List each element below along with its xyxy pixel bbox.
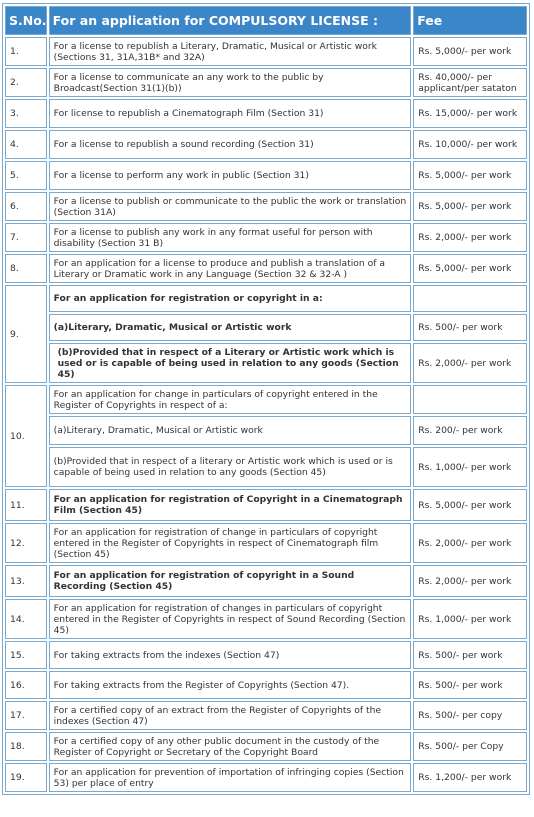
table-row — [5, 285, 527, 312]
row-fee-empty — [413, 385, 527, 414]
row-description: For license to republish a Cinematograph Film (Section 31) — [49, 99, 412, 128]
row-sno: 3. — [5, 99, 47, 128]
row-description: (a)Literary, Dramatic, Musical or Artistic work — [49, 314, 412, 341]
row-sno: 8. — [5, 254, 47, 283]
table-row — [5, 192, 527, 221]
row-fee: Rs. 40,000/- per applicant/per sataton — [413, 68, 527, 97]
row-sno: 11. — [5, 489, 47, 521]
row-sno: 12. — [5, 523, 47, 563]
row-sno: 10. — [5, 385, 47, 487]
row-fee-empty — [413, 285, 527, 312]
table-row — [5, 565, 527, 597]
row-fee: Rs. 500/- per copy — [413, 701, 527, 730]
header-description: For an application for COMPULSORY LICENSE : — [49, 6, 412, 35]
table-row — [5, 161, 527, 190]
row-description: For an application for a license to produce and publish a translation of a Literary or Dramatic work in any Language (Section 32 & 32-A ) — [49, 254, 412, 283]
row-fee: Rs. 500/- per work — [413, 671, 527, 699]
table-row — [5, 732, 527, 761]
table-row — [5, 523, 527, 563]
row-description: (a)Literary, Dramatic, Musical or Artistic work — [49, 416, 412, 445]
table-row — [5, 68, 527, 97]
table-row — [5, 343, 527, 383]
row-description: For an application for prevention of importation of infringing copies (Section 53) per place of entry — [49, 763, 412, 792]
row-fee: Rs. 15,000/- per work — [413, 99, 527, 128]
table-row — [5, 37, 527, 66]
row-description: For a license to republish a Literary, Dramatic, Musical or Artistic work (Sections 31, 31A,31B* and 32A) — [49, 37, 412, 66]
fee-table — [2, 3, 530, 795]
table-row — [5, 671, 527, 699]
row-fee: Rs. 500/- per Copy — [413, 732, 527, 761]
row-description: For a license to perform any work in public (Section 31) — [49, 161, 412, 190]
row-description: For an application for registration of Copyright in a Cinematograph Film (Section 45) — [49, 489, 412, 521]
row-fee: Rs. 2,000/- per work — [413, 565, 527, 597]
row-sno: 6. — [5, 192, 47, 221]
row-description: For an application for registration of change in particulars of copyright entered in the Register of Copyrights in respect of Cinematograph film (Section 45) — [49, 523, 412, 563]
row-description: For a certified copy of any other public document in the custody of the Register of Copyright or Secretary of the Copyright Board — [49, 732, 412, 761]
row-sno: 17. — [5, 701, 47, 730]
row-subheading: For an application for change in particulars of copyright entered in the Register of Copyrights in respect of a: — [49, 385, 412, 414]
table-row — [5, 416, 527, 445]
row-sno: 14. — [5, 599, 47, 639]
row-description: For a license to publish any work in any format useful for person with disability (Section 31 B) — [49, 223, 412, 252]
row-fee: Rs. 5,000/- per work — [413, 37, 527, 66]
row-sno: 7. — [5, 223, 47, 252]
table-row — [5, 763, 527, 792]
row-description: For an application for registration of copyright in a Sound Recording (Section 45) — [49, 565, 412, 597]
table-row — [5, 599, 527, 639]
row-fee: Rs. 2,000/- per work — [413, 523, 527, 563]
row-sno: 9. — [5, 285, 47, 383]
table-row — [5, 447, 527, 487]
row-fee: Rs. 5,000/- per work — [413, 489, 527, 521]
table-row — [5, 701, 527, 730]
row-sno: 15. — [5, 641, 47, 669]
row-description: (b)Provided that in respect of a Literary or Artistic work which is used or is capable of being used in relation to any goods (Section 45) — [49, 343, 412, 383]
header-fee: Fee — [413, 6, 527, 35]
row-fee: Rs. 5,000/- per work — [413, 161, 527, 190]
row-description: For a license to communicate an any work to the public by Broadcast(Section 31(1)(b)) — [49, 68, 412, 97]
row-description: (b)Provided that in respect of a literary or Artistic work which is used or is capable of being used in relation to any goods (Section 45) — [49, 447, 412, 487]
row-sno: 2. — [5, 68, 47, 97]
table-row — [5, 385, 527, 414]
row-sno: 13. — [5, 565, 47, 597]
row-description: For an application for registration of changes in particulars of copyright entered in the Register of Copyrights in respect of Sound Recording (Section 45) — [49, 599, 412, 639]
row-fee: Rs. 2,000/- per work — [413, 343, 527, 383]
row-fee: Rs. 5,000/- per work — [413, 192, 527, 221]
row-subheading: For an application for registration or copyright in a: — [49, 285, 412, 312]
row-fee: Rs. 5,000/- per work — [413, 254, 527, 283]
row-description: For taking extracts from the Register of Copyrights (Section 47). — [49, 671, 412, 699]
row-description: For a certified copy of an extract from the Register of Copyrights of the indexes (Section 47) — [49, 701, 412, 730]
table-row — [5, 99, 527, 128]
row-sno: 19. — [5, 763, 47, 792]
row-sno: 1. — [5, 37, 47, 66]
row-description: For a license to publish or communicate to the public the work or translation (Section 31A) — [49, 192, 412, 221]
table-header-row — [5, 6, 527, 35]
row-description: For a license to republish a sound recording (Section 31) — [49, 130, 412, 159]
row-description: For taking extracts from the indexes (Section 47) — [49, 641, 412, 669]
row-fee: Rs. 1,200/- per work — [413, 763, 527, 792]
table-row — [5, 641, 527, 669]
row-sno: 18. — [5, 732, 47, 761]
table-row — [5, 223, 527, 252]
row-fee: Rs. 200/- per work — [413, 416, 527, 445]
row-fee: Rs. 1,000/- per work — [413, 447, 527, 487]
header-sno: S.No. — [5, 6, 47, 35]
row-fee: Rs. 500/- per work — [413, 314, 527, 341]
row-sno: 4. — [5, 130, 47, 159]
row-fee: Rs. 10,000/- per work — [413, 130, 527, 159]
table-row — [5, 130, 527, 159]
table-row — [5, 314, 527, 341]
row-fee: Rs. 500/- per work — [413, 641, 527, 669]
row-fee: Rs. 1,000/- per work — [413, 599, 527, 639]
row-sno: 5. — [5, 161, 47, 190]
row-fee: Rs. 2,000/- per work — [413, 223, 527, 252]
table-row — [5, 254, 527, 283]
row-sno: 16. — [5, 671, 47, 699]
table-row — [5, 489, 527, 521]
